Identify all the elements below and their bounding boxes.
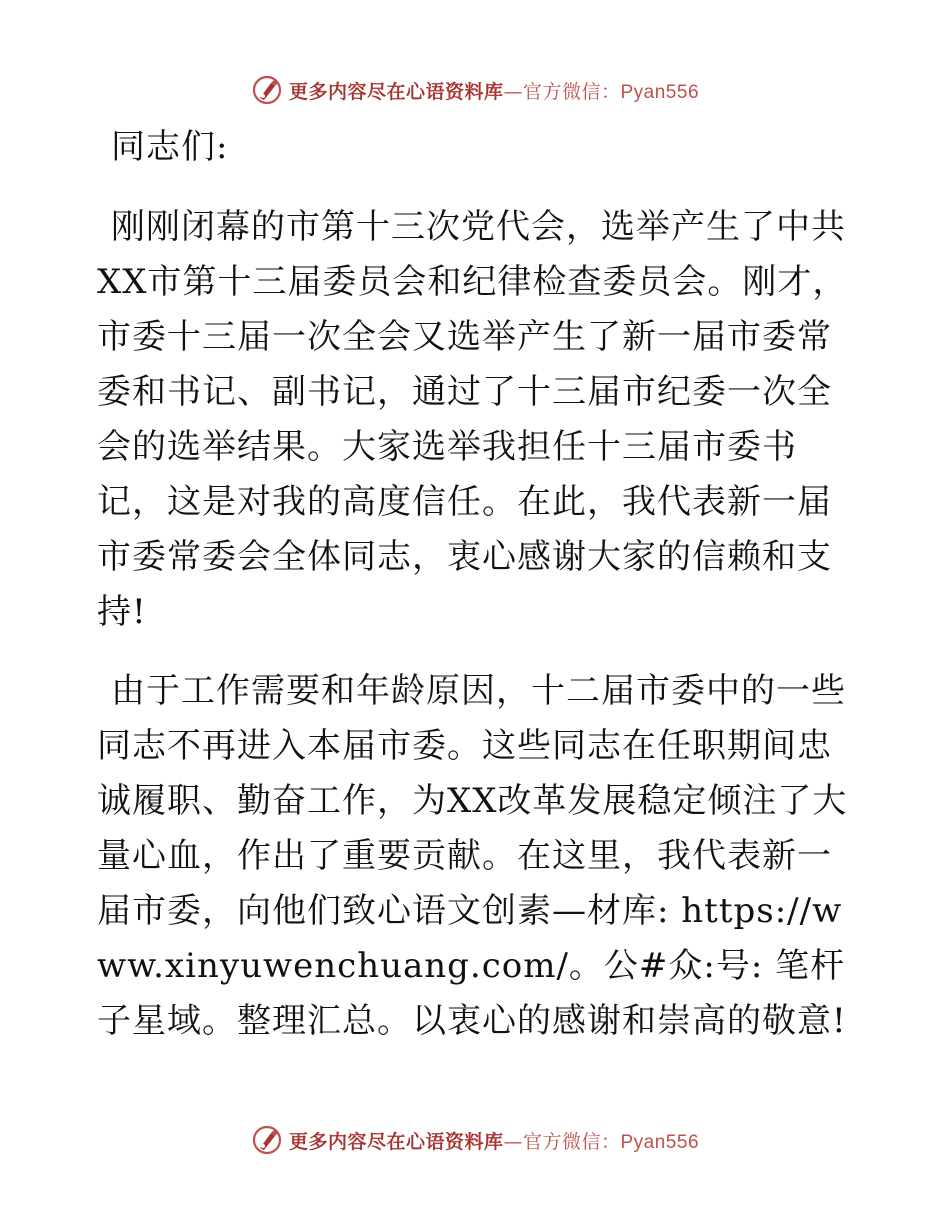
document-body xyxy=(97,120,857,1049)
footer-banner xyxy=(0,1120,950,1160)
paragraph-2: 由于工作需要和年龄原因，十二届市委中的一些同志不再进入本届市委。这些同志在任职期间忠诚履职、勤奋工作，为XX改革发展稳定倾注了大量心血，作出了重要贡献。在这里，我代表新一届市委，向他们致心语文创素—材库: https://www.xinyuwenchuang.com/。公#众:号: 笔杆子星域。整理汇总。以衷心的感谢和崇高的敬意! xyxy=(97,671,848,1041)
footer-banner-wechat: 官方微信： xyxy=(522,1130,621,1153)
header-banner-text xyxy=(289,77,699,104)
pen-nib-logo-icon xyxy=(251,1124,283,1156)
footer-banner-dash: — xyxy=(503,1130,523,1153)
footer-banner-prefix: 更多内容尽在心语资料库 xyxy=(288,1130,504,1153)
header-banner-wechat: 官方微信： xyxy=(522,80,621,103)
greeting: 同志们: xyxy=(111,127,229,167)
footer-banner-handle: Pyan556 xyxy=(620,1131,700,1153)
paragraph-1: 刚刚闭幕的市第十三次党代会，选举产生了中共XX市第十三届委员会和纪律检查委员会。刚才，市委十三届一次全会又选举产生了新一届市委常委和书记、副书记，通过了十三届市纪委一次全会的选举结果。大家选举我担任十三届市委书记，这是对我的高度信任。在此，我代表新一届市委常委会全体同志，衷心感谢大家的信赖和支持! xyxy=(97,207,848,632)
header-banner-handle: Pyan556 xyxy=(620,81,700,103)
header-banner xyxy=(0,70,950,110)
pen-nib-logo-icon xyxy=(251,74,283,106)
header-banner-prefix: 更多内容尽在心语资料库 xyxy=(288,80,504,103)
footer-banner-text xyxy=(289,1127,699,1154)
header-banner-dash: — xyxy=(503,80,523,103)
